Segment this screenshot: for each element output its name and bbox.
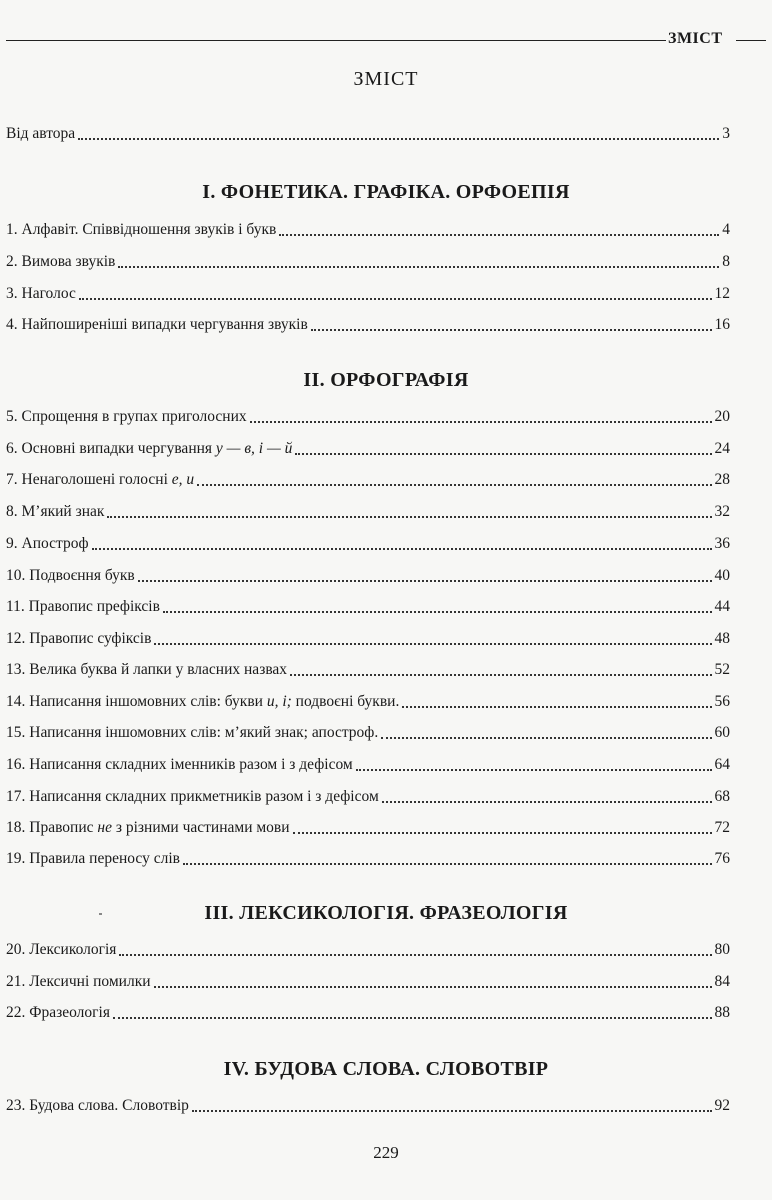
- dot-leader: [154, 643, 711, 645]
- toc-entry-page: 84: [714, 973, 730, 990]
- toc-entry[interactable]: [6, 658, 730, 680]
- toc-entry-page: 12: [714, 285, 730, 302]
- toc-entry[interactable]: [6, 313, 730, 335]
- toc-entry-page: 24: [714, 440, 730, 457]
- toc-entry-text-italic: е, и: [171, 471, 195, 488]
- toc-entry[interactable]: [6, 721, 730, 743]
- dot-leader: [381, 737, 711, 739]
- toc-entry-page: 8: [722, 253, 730, 270]
- toc-entry-text-italic: у — в, і — й: [215, 440, 293, 457]
- toc-entry[interactable]: [6, 468, 730, 490]
- toc-entry-text: 11. Правопис префіксів: [6, 598, 160, 615]
- dot-leader: [119, 954, 711, 956]
- toc-entry-text: 9. Апостроф: [6, 535, 89, 552]
- toc-entry-text-plain: 18. Правопис: [6, 819, 98, 836]
- toc-entry[interactable]: [6, 595, 730, 617]
- toc-entry-page: 76: [714, 850, 730, 867]
- dot-leader: [279, 234, 719, 236]
- toc-entry-text-plain: 7. Ненаголошені голосні: [6, 471, 172, 488]
- toc-entry-page: 40: [714, 567, 730, 584]
- toc-entry-text: [6, 818, 290, 838]
- toc-entry-intro[interactable]: [6, 122, 730, 144]
- dot-leader: [382, 801, 712, 803]
- section-title-2: ІІ. ОРФОГРАФІЯ: [303, 369, 469, 391]
- toc-entry-text: 5. Спрощення в групах приголосних: [6, 408, 247, 425]
- toc-entry-page: 80: [714, 941, 730, 958]
- toc-entry[interactable]: [6, 690, 730, 712]
- toc-entry-page: 88: [714, 1004, 730, 1021]
- header-rule: [6, 40, 666, 41]
- toc-entry-page: 92: [714, 1097, 730, 1114]
- dot-leader: [197, 484, 711, 486]
- toc-entry[interactable]: [6, 405, 730, 427]
- section-title-1: І. ФОНЕТИКА. ГРАФІКА. ОРФОЕПІЯ: [202, 181, 570, 203]
- toc-entry[interactable]: [6, 785, 730, 807]
- toc-entry-page: 56: [714, 693, 730, 710]
- toc-entry[interactable]: [6, 500, 730, 522]
- toc-entry[interactable]: [6, 218, 730, 240]
- toc-entry[interactable]: [6, 532, 730, 554]
- toc-entry-text: 20. Лексикологія: [6, 941, 117, 958]
- toc-entry-text: 12. Правопис суфіксів: [6, 630, 152, 647]
- toc-entry-text: Від автора: [6, 125, 76, 142]
- toc-entry[interactable]: [6, 564, 730, 586]
- dot-leader: [78, 138, 719, 140]
- toc-entry-page: 48: [714, 630, 730, 647]
- toc-entry[interactable]: [6, 1001, 730, 1023]
- toc-entry-text-after: з різними частинами мови: [111, 819, 290, 836]
- toc-entry-text: 10. Подвоєння букв: [6, 567, 135, 584]
- toc-entry-text-italic: и, і;: [266, 693, 292, 710]
- toc-entry-page: 64: [714, 756, 730, 773]
- toc-entry[interactable]: [6, 282, 730, 304]
- toc-entry-page: 44: [714, 598, 730, 615]
- dot-leader: [163, 611, 712, 613]
- toc-entry-text: 17. Написання складних прикметників разом і з дефісом: [6, 788, 379, 805]
- toc-entry-text: 1. Алфавіт. Співвідношення звуків і букв: [6, 221, 277, 238]
- dot-leader: [183, 863, 712, 865]
- dot-leader: [356, 769, 712, 771]
- toc-entry-text: 13. Велика буква й лапки у власних назвах: [6, 661, 288, 678]
- dot-leader: [311, 329, 712, 331]
- dot-leader: [192, 1110, 712, 1112]
- toc-entry-text: 19. Правила переносу слів: [6, 850, 180, 867]
- toc-entry[interactable]: [6, 938, 730, 960]
- page-title: ЗМІСТ: [353, 68, 419, 90]
- toc-entry[interactable]: [6, 1094, 730, 1116]
- dot-leader: [295, 453, 711, 455]
- toc-entry[interactable]: [6, 250, 730, 272]
- toc-entry-text: 2. Вимова звуків: [6, 253, 116, 270]
- toc-entry-text: 21. Лексичні помилки: [6, 973, 151, 990]
- dot-leader: [79, 298, 712, 300]
- dot-leader: [107, 516, 711, 518]
- header-rule-tail: [736, 40, 766, 41]
- page-number: 229: [373, 1143, 399, 1162]
- toc-entry-page: 60: [714, 724, 730, 741]
- toc-entry-text: [6, 470, 194, 490]
- toc-entry-page: 28: [714, 471, 730, 488]
- toc-entry-text: 16. Написання складних іменників разом і з дефісом: [6, 756, 353, 773]
- toc-entry-page: 36: [714, 535, 730, 552]
- dot-leader: [138, 580, 712, 582]
- dot-leader: [92, 548, 712, 550]
- toc-entry-text: 23. Будова слова. Словотвір: [6, 1097, 189, 1114]
- toc-entry-text: 15. Написання іншомовних слів: м’який знак; апостроф.: [6, 724, 379, 741]
- toc-entry-text-after: подвоєні букви.: [291, 693, 400, 710]
- toc-entry-page: 32: [714, 503, 730, 520]
- dot-leader: [290, 674, 711, 676]
- toc-entry-text: 8. М’який знак: [6, 503, 105, 520]
- toc-entry-text: 4. Найпоширеніші випадки чергування звуків: [6, 316, 308, 333]
- toc-entry-text: 3. Наголос: [6, 285, 76, 302]
- toc-entry-page: 3: [722, 125, 730, 142]
- toc-entry-text-plain: 6. Основні випадки чергування: [6, 440, 216, 457]
- section-title-4: IV. БУДОВА СЛОВА. СЛОВОТВІР: [223, 1058, 549, 1080]
- dot-leader: [113, 1017, 712, 1019]
- dot-leader: [250, 421, 712, 423]
- toc-entry[interactable]: [6, 816, 730, 838]
- dot-leader: [293, 832, 712, 834]
- toc-entry[interactable]: [6, 753, 730, 775]
- toc-entry-text: [6, 692, 399, 712]
- section-title-3: ІІІ. ЛЕКСИКОЛОГІЯ. ФРАЗЕОЛОГІЯ: [204, 902, 568, 924]
- toc-entry[interactable]: [6, 970, 730, 992]
- toc-entry-text-plain: 14. Написання іншомовних слів: букви: [6, 693, 267, 710]
- toc-entry-text: [6, 439, 292, 459]
- running-title: ЗМІСТ: [668, 30, 723, 47]
- toc-entry[interactable]: [6, 627, 730, 649]
- toc-entry[interactable]: [6, 437, 730, 459]
- toc-entry-text: 22. Фразеологія: [6, 1004, 110, 1021]
- dot-leader: [118, 266, 719, 268]
- toc-entry-text-italic: не: [97, 819, 112, 836]
- toc-entry-page: 4: [722, 221, 730, 238]
- toc-entry-page: 68: [714, 788, 730, 805]
- toc-entry[interactable]: [6, 847, 730, 869]
- dot-leader: [154, 986, 712, 988]
- dot-leader: [402, 706, 711, 708]
- toc-entry-page: 72: [714, 819, 730, 836]
- toc-entry-page: 16: [714, 316, 730, 333]
- toc-entry-page: 20: [714, 408, 730, 425]
- toc-entry-page: 52: [714, 661, 730, 678]
